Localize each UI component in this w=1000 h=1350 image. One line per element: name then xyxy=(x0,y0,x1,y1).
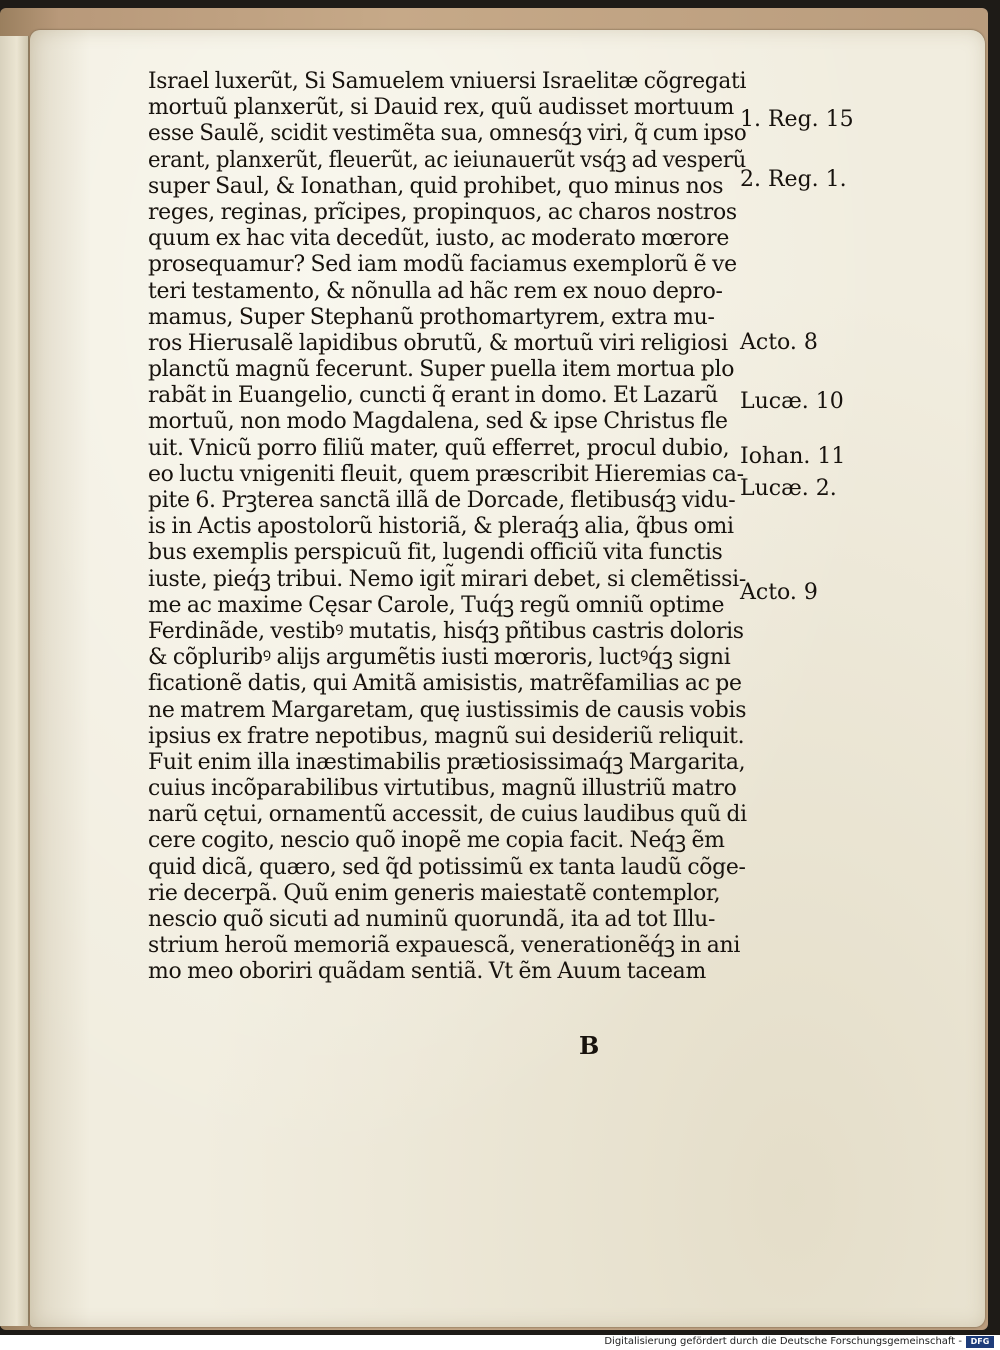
previous-page-edge xyxy=(0,36,29,1326)
marginal-note: 1. Reg. 15 xyxy=(740,107,854,132)
marginal-note: Acto. 9 xyxy=(740,580,818,605)
text-line: pite 6. Prꝫterea sanctã illã de Dorcade, fletibusq́ꝫ vidu- xyxy=(148,488,736,513)
dfg-logo: DFG xyxy=(966,1336,994,1348)
text-line: esse Saulẽ, scidit vestimẽta sua, omnesq́ꝫ viri, q̃ cum ipso xyxy=(148,121,747,147)
text-line: & cõpluribꝰ alijs argumẽtis iusti mœroris, luctꝰq́ꝫ signi xyxy=(148,645,731,671)
text-line: ipsius ex fratre nepotibus, magnũ sui desideriũ reliquit. xyxy=(148,723,745,749)
text-line: mamus, Super Stephanũ prothomartyrem, extra mu- xyxy=(148,304,715,330)
text-line: me ac maxime Cęsar Carole, Tuq́ꝫ regũ omniũ optime xyxy=(148,592,725,618)
funding-credit: Digitalisierung gefördert durch die Deutsche Forschungsgemeinschaft - xyxy=(604,1336,962,1347)
text-line: Ferdinãde, vestibꝰ mutatis, hisq́ꝫ pñtibus castris doloris xyxy=(148,618,744,644)
text-line: uit. Vnicũ porro filiũ mater, quũ efferret, procul dubio, xyxy=(148,435,730,461)
text-line: mortuũ planxerũt, si Dauid rex, quũ audisset mortuum xyxy=(148,95,734,121)
text-line: ne matrem Margaretam, quę iustissimis de causis vobis xyxy=(148,697,747,723)
page-body-text xyxy=(148,69,748,986)
marginal-note: Lucæ. 2. xyxy=(740,476,837,501)
text-line: mortuũ, non modo Magdalena, sed & ipse Christus fle xyxy=(148,409,728,435)
text-line: nescio quõ sicuti ad numinũ quorundã, ita ad tot Illu- xyxy=(148,907,716,932)
text-line: Israel luxerũt, Si Samuelem vniuersi Israelitæ cõgregati xyxy=(148,69,747,94)
text-line: mo meo oboriri quãdam sentiã. Vt ẽm Auum taceam xyxy=(148,959,706,985)
text-line: eo luctu vnigeniti fleuit, quem præscribit Hieremias ca- xyxy=(148,461,744,487)
text-line: narũ cętui, ornamentũ accessit, de cuius laudibus quũ di xyxy=(148,802,747,828)
text-line: strium heroũ memoriã expauescã, venerationẽq́ꝫ in ani xyxy=(148,933,741,959)
text-line: quum ex hac vita decedũt, iusto, ac moderato mœrore xyxy=(148,226,730,252)
text-line: bus exemplis perspicuũ fit, lugendi officiũ vita functis xyxy=(148,540,723,566)
text-line: reges, reginas, prĩcipes, propinquos, ac charos nostros xyxy=(148,199,737,225)
text-line: rie decerpã. Quũ enim generis maiestatẽ contemplor, xyxy=(148,880,721,906)
text-line: quid dicã, quæro, sed q̃d potissimũ ex tanta laudũ cõge- xyxy=(148,854,746,880)
text-line: rabãt in Euangelio, cuncti q̃ erant in domo. Et Lazarũ xyxy=(148,383,719,409)
text-line: Fuit enim illa inæstimabilis prætiosissimaq́ꝫ Margarita, xyxy=(148,749,746,775)
marginal-note: Acto. 8 xyxy=(740,330,818,355)
marginal-note: Iohan. 11 xyxy=(740,444,846,469)
marginal-note: Lucæ. 10 xyxy=(740,389,844,414)
text-line: ros Hierusalẽ lapidibus obrutũ, & mortuũ viri religiosi xyxy=(148,330,728,356)
text-line: prosequamur? Sed iam modũ faciamus exemplorũ ẽ ve xyxy=(148,252,737,278)
text-line: erant, planxerũt, fleuerũt, ac ieiunauerũt vsq́ꝫ ad vesperũ xyxy=(148,147,746,173)
text-line: planctũ magnũ fecerunt. Super puella item mortua plo xyxy=(148,357,735,383)
marginal-note: 2. Reg. 1. xyxy=(740,167,847,192)
signature-mark: B xyxy=(579,1031,600,1060)
text-line: teri testamento, & nõnulla ad hãc rem ex nouo depro- xyxy=(148,278,723,304)
text-line: cere cogito, nescio quõ inopẽ me copia facit. Neq́ꝫ ẽm xyxy=(148,828,725,854)
text-line: super Saul, & Ionathan, quid prohibet, quo minus nos xyxy=(148,173,724,199)
text-line: iuste, pieq́ꝫ tribui. Nemo igit̃ mirari debet, si clemẽtissi- xyxy=(148,566,746,592)
text-line: cuius incõparabilibus virtutibus, magnũ illustriũ matro xyxy=(148,776,737,802)
text-line: ficationẽ datis, qui Amitã amisistis, matrẽfamilias ac pe xyxy=(148,671,742,697)
text-line: is in Actis apostolorũ historiã, & pleraq́ꝫ alia, q̃bus omi xyxy=(148,514,734,540)
